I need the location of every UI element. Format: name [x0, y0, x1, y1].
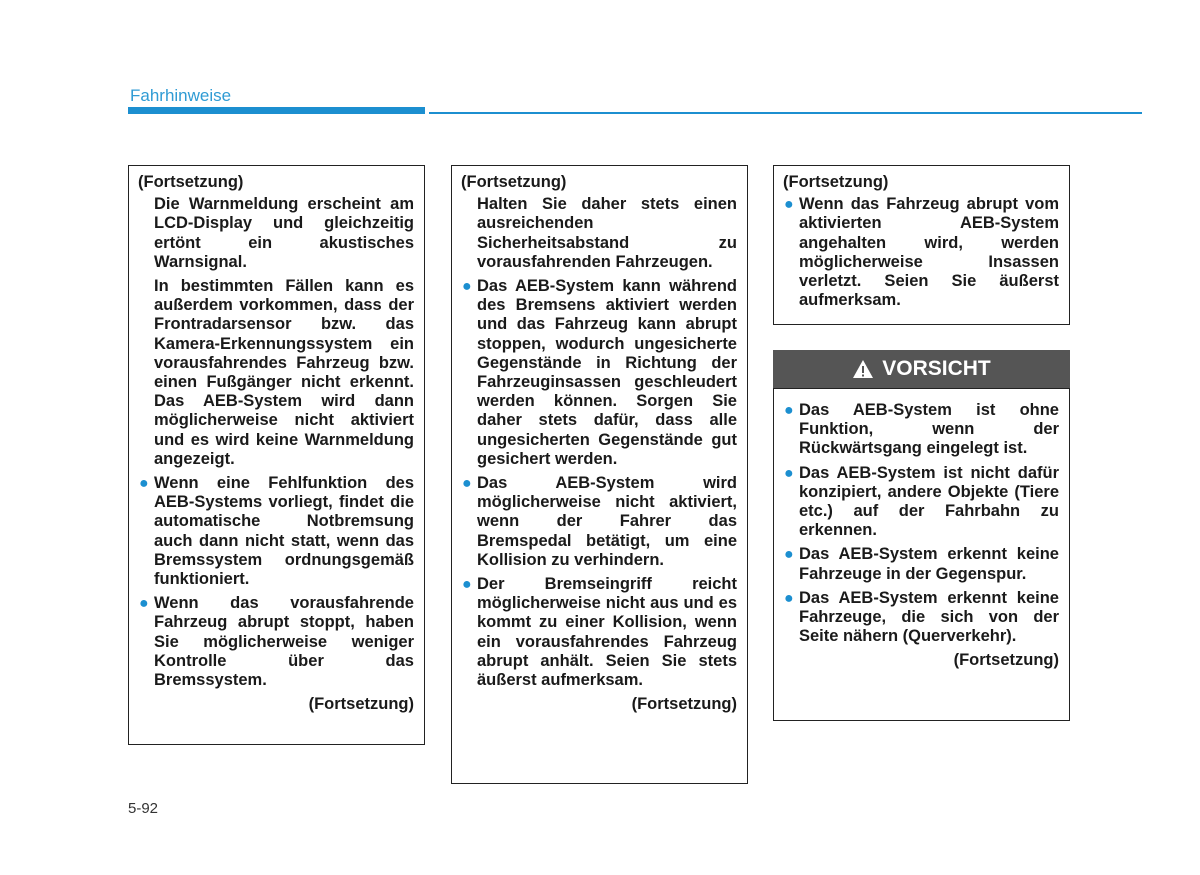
note-box-1 [128, 165, 425, 745]
continued-heading: (Fortsetzung) [138, 173, 244, 191]
bullet-item [783, 401, 1059, 459]
bullet-item [783, 589, 1059, 647]
paragraph: In bestimmten Fällen kann es außerdem vorkommen, dass der Frontradarsensor bzw. das Kamera-Erkennungssystem ein vorausfahrendes Fahrzeug bzw. einen Fußgänger nicht erkennt. Das AEB-System wird dann möglicherweise nicht aktiviert und es wird keine Warnmeldung angezeigt. [154, 277, 414, 468]
bullet-text: Das AEB-System wird möglicherweise nicht aktiviert, wenn der Fahrer das Bremspedal betätigt, um eine Kollision zu verhindern. [477, 474, 737, 569]
caution-header [773, 350, 1070, 388]
warning-triangle-icon [852, 359, 874, 379]
bullet-icon: ● [784, 546, 794, 564]
bullet-text: Das AEB-System kann während des Bremsens aktiviert werden und das Fahrzeug kann abrupt stoppen, wodurch ungesicherte Gegenstände in Richtung der Fahrzeuginsassen geschleudert werden können. Sorgen Sie daher stets dafür, dass alle ungesicherten Gegenstände gut gesichert werden. [477, 277, 737, 468]
bullet-item [783, 464, 1059, 541]
bullet-text: Das AEB-System erkennt keine Fahrzeuge, die sich von der Seite nähern (Querverkehr). [799, 588, 1059, 646]
bullet-item [783, 545, 1059, 583]
bullet-icon: ● [784, 196, 794, 214]
paragraph: Die Warnmeldung erscheint am LCD-Display und gleichzeitig ertönt ein akustisches Warnsignal. [154, 195, 414, 271]
bullet-icon: ● [784, 464, 794, 482]
note-box-3 [773, 165, 1070, 325]
bullet-text: Das AEB-System ist ohne Funktion, wenn der Rückwärtsgang eingelegt ist. [799, 401, 1059, 458]
continued-footer: (Fortsetzung) [308, 695, 414, 714]
header-rule-thick [128, 107, 425, 114]
continued-heading: (Fortsetzung) [461, 173, 567, 191]
bullet-item [461, 277, 737, 469]
bullet-icon: ● [462, 475, 472, 493]
paragraph: Halten Sie daher stets einen ausreichenden Sicherheitsabstand zu vorausfahrenden Fahrzeugen. [477, 195, 737, 271]
bullet-item [783, 195, 1059, 310]
bullet-icon: ● [462, 576, 472, 594]
bullet-icon: ● [462, 278, 472, 296]
note-box-2 [451, 165, 748, 784]
bullet-icon: ● [139, 595, 149, 613]
continued-footer: (Fortsetzung) [953, 651, 1059, 670]
bullet-item [138, 594, 414, 690]
section-title: Fahrhinweise [130, 86, 232, 105]
bullet-text: Wenn eine Fehlfunktion des AEB-Systems vorliegt, findet die automatische Notbremsung auch dann nicht statt, wenn das Bremssystem ordnungsgemäß funktioniert. [154, 474, 414, 589]
bullet-text: Der Bremseingriff reicht möglicherweise nicht aus und es kommt zu einer Kollision, wenn ein vorausfahrendes Fahrzeug abrupt anhält. Seien Sie stets äußerst aufmerksam. [477, 575, 737, 690]
bullet-item [461, 474, 737, 570]
bullet-item [138, 474, 414, 589]
bullet-icon: ● [784, 402, 794, 419]
continued-footer: (Fortsetzung) [631, 695, 737, 714]
caution-box [773, 388, 1070, 721]
bullet-icon: ● [784, 589, 794, 607]
bullet-text: Das AEB-System erkennt keine Fahrzeuge in der Gegenspur. [799, 545, 1059, 583]
header-rule-thin [429, 112, 1142, 114]
caution-title: VORSICHT [882, 357, 991, 380]
bullet-icon: ● [139, 475, 149, 493]
bullet-text: Wenn das Fahrzeug abrupt vom aktivierten AEB-System angehalten wird, werden möglicherweise Insassen verletzt. Seien Sie äußerst aufmerksam. [799, 195, 1059, 310]
continued-heading: (Fortsetzung) [783, 173, 889, 191]
page-number: 5-92 [128, 800, 159, 817]
bullet-text: Wenn das vorausfahrende Fahrzeug abrupt stoppt, haben Sie möglicherweise weniger Kontrolle über das Bremssystem. [154, 594, 414, 690]
bullet-item [461, 575, 737, 690]
bullet-text: Das AEB-System ist nicht dafür konzipiert, andere Objekte (Tiere etc.) auf der Fahrbahn zu erkennen. [799, 463, 1059, 540]
